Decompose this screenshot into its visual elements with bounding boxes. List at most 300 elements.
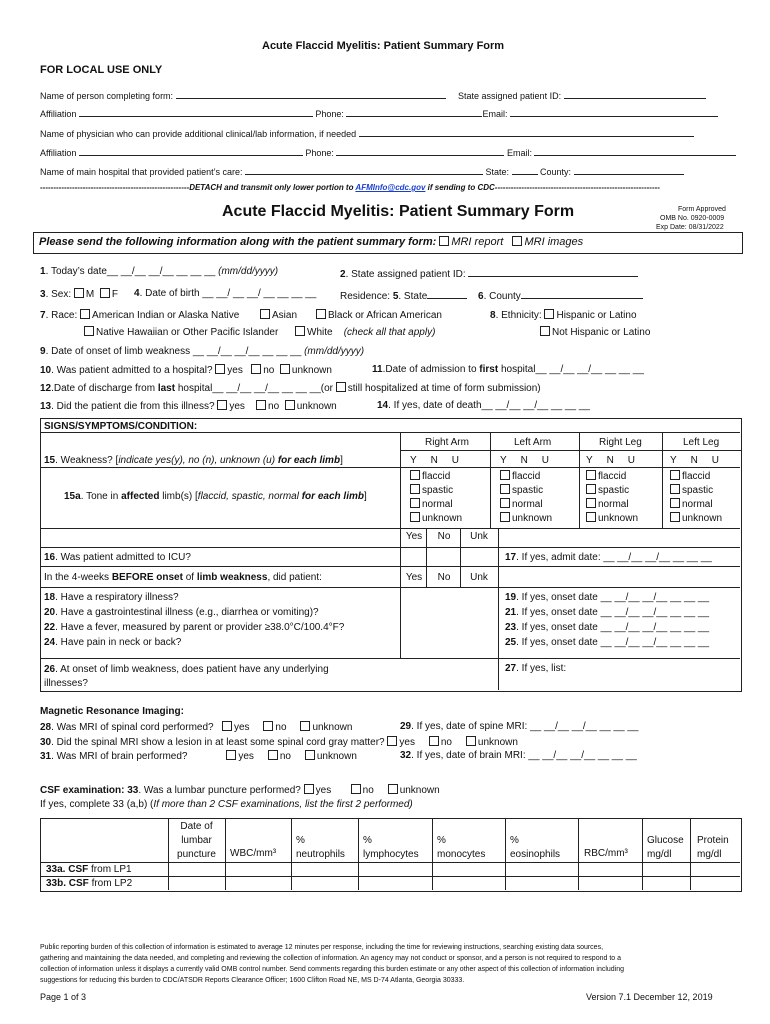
state-field[interactable] [512,164,538,175]
affiliation-row-2 [40,145,736,158]
q15a-label-a: . Tone in [80,491,122,502]
q5-number: 5 [392,291,399,302]
grid-line [498,528,499,690]
phone-field[interactable] [336,145,504,156]
csf-col-line: monocytes [437,849,486,860]
q12-label-b: last [157,383,176,394]
q8-label: . Ethnicity: [495,310,542,321]
q12-label-a: .Date of discharge from [51,383,158,394]
q20-row [44,605,344,620]
tone-normal: normal [512,499,543,510]
q33-number: 33 [127,785,139,796]
ynu-right-leg [586,455,635,466]
q28-no-label: no [275,722,287,733]
q15a-label-f: ] [363,491,367,502]
tone-option[interactable] [586,470,638,484]
tone-checkbox[interactable] [586,512,596,522]
hospital-field[interactable] [245,164,483,175]
col-unk: Unk [470,572,488,583]
q9-onset [40,346,364,357]
q10-admitted [40,364,332,376]
q31-number: 31 [40,751,52,762]
col-no: No [437,531,451,542]
race-asian-checkbox[interactable] [260,309,270,319]
q13-yes-label: yes [229,401,245,412]
tone-flaccid: flaccid [682,471,711,482]
tone-option[interactable] [670,512,722,526]
affiliation-field[interactable] [79,145,303,156]
q27-number: 27 [505,663,517,674]
tone-checkbox[interactable] [500,512,510,522]
tone-unknown: unknown [598,513,639,524]
tone-option[interactable] [586,484,638,498]
grid-line [40,587,740,588]
tone-checkbox[interactable] [670,498,680,508]
mri-images-checkbox[interactable] [512,236,522,246]
u-letter[interactable]: U [541,455,549,466]
q26-underlying [44,663,329,691]
tone-flaccid: flaccid [422,471,451,482]
q18-25-questions [44,590,344,650]
tone-checkbox[interactable] [500,470,510,480]
send-info-row [39,236,583,248]
tone-option[interactable] [500,484,552,498]
ynu-left-leg [670,455,719,466]
q12-discharge [40,382,541,394]
q11-number: 11 [372,364,383,375]
tone-option[interactable] [670,484,722,498]
q13-unknown-checkbox[interactable] [285,400,295,410]
tone-checkbox[interactable] [500,484,510,494]
q27-label: . If yes, list: [516,663,567,674]
q13-yes-checkbox[interactable] [217,400,227,410]
q11-admission-date [372,364,644,375]
burden-statement [40,942,624,986]
q30-unknown-checkbox[interactable] [466,736,476,746]
grid-line [358,818,359,890]
q10-yes-label: yes [227,365,243,376]
tone-checkbox[interactable] [410,512,420,522]
tone-option[interactable] [410,498,462,512]
grid-line [40,862,740,863]
csf-col-neutrophils [296,834,345,862]
q23-label: . If yes, onset date __ __/__ __/__ __ __ __ [516,622,710,633]
q6-number: 6 [478,291,484,302]
csf-row-lp2-num: 33b. CSF [46,878,89,889]
y-letter[interactable]: Y [670,455,677,466]
q2-field[interactable] [468,266,638,277]
q33-unknown-checkbox[interactable] [388,784,398,794]
race-note: (check all that apply) [343,327,436,338]
q33-lumbar [40,784,440,796]
q16-label: . Was patient admitted to ICU? [55,552,191,563]
q20-number: 20 [44,607,56,618]
u-letter[interactable]: U [711,455,719,466]
race-asian-option [260,309,297,321]
grid-line [400,432,401,658]
q28-yes-checkbox[interactable] [222,721,232,731]
person-field[interactable] [176,88,446,99]
grid-line [432,818,433,890]
tone-checkbox[interactable] [586,470,596,480]
q13-no-checkbox[interactable] [256,400,266,410]
q28-yes-label: yes [233,722,250,733]
race-black-option [316,309,442,321]
q16-icu [44,552,191,563]
q28-no-checkbox[interactable] [263,721,273,731]
q33-yes-label: yes [315,785,332,796]
tone-spastic: spastic [682,485,714,496]
tone-flaccid: flaccid [512,471,541,482]
email-label: Email: [482,109,508,119]
q31-unknown-label: unknown [316,751,357,762]
csf-col-line: neutrophils [296,849,345,860]
cdc-email-link[interactable]: AFMInfo@cdc.gov [355,183,426,192]
grid-line [40,658,740,659]
tone-normal: normal [598,499,629,510]
grid-line [662,432,663,528]
tone-option[interactable] [410,470,462,484]
u-letter[interactable]: U [451,455,459,466]
grid-line [578,818,579,890]
y-letter[interactable]: Y [500,455,507,466]
q11-label-b: first [479,364,499,375]
csf-row-lp2 [46,878,132,889]
q30-yes-label: yes [399,737,415,748]
tone-checkbox[interactable] [410,470,420,480]
y-letter[interactable]: Y [586,455,593,466]
tone-option[interactable] [670,470,722,484]
race-aian-checkbox[interactable] [80,309,90,319]
q33-yes-checkbox[interactable] [304,784,314,794]
tone-left-arm [500,470,552,526]
grid-line [40,528,740,529]
form-approved: Form Approved [678,206,726,213]
csf-col-line: eosinophils [510,849,561,860]
q23-row [505,620,709,635]
n-letter[interactable]: N [606,455,614,466]
affiliation-field[interactable] [79,106,313,117]
csf-row-lp1 [46,864,132,875]
tone-checkbox[interactable] [670,512,680,522]
sex-f-checkbox[interactable] [100,288,110,298]
col-right-leg: Right Leg [599,437,642,448]
q13-unknown-label: unknown [296,401,337,412]
mri-report-checkbox[interactable] [439,236,449,246]
q7-number: 7 [40,310,46,321]
county-label: County: [540,167,572,177]
tone-checkbox[interactable] [586,498,596,508]
q5-residence-state [340,288,467,302]
n-letter[interactable]: N [520,455,528,466]
col-no: No [437,572,451,583]
grid-line [40,876,740,877]
q29-number: 29 [400,721,412,732]
tone-option[interactable] [500,470,552,484]
grid-line [40,432,740,433]
q30-no-checkbox[interactable] [429,736,439,746]
q10-unknown-checkbox[interactable] [280,364,290,374]
sex-f-label: F [111,289,118,300]
person-label: Name of person completing form: [40,91,174,101]
tone-spastic: spastic [422,485,454,496]
q7-label: . Race: [45,310,78,321]
race-white-label: White [307,327,333,338]
q9-number: 9 [40,346,46,357]
grid-line [690,818,691,890]
q13-no-label: no [268,401,280,412]
q15a-tone [64,491,367,502]
q28-mri-spine [40,721,352,733]
tone-checkbox[interactable] [410,484,420,494]
q15a-label-b: affected [121,491,160,502]
q22-number: 22 [44,622,56,633]
q3-label: . Sex: [45,289,72,300]
still-hospitalized-checkbox[interactable] [336,382,346,392]
csf-row-lp1-num: 33a. CSF [46,864,89,875]
n-letter[interactable]: N [690,455,698,466]
q15-label-a: . Weakness? [ [55,455,119,466]
q1-label: . Today’s date__ __/__ __/__ __ __ __ [45,266,216,277]
sex-m-checkbox[interactable] [74,288,84,298]
detach-post: if sending to CDC-------------------------------------------------------------- [425,183,660,192]
q8-number: 8 [490,310,496,321]
weeks-d: limb weakness [196,572,268,583]
csf-col-monocytes [437,834,485,862]
tone-normal: normal [682,499,713,510]
q28-unknown-checkbox[interactable] [300,721,310,731]
q10-number: 10 [40,365,52,376]
q12-number: 12 [40,383,52,394]
q19-number: 19 [505,592,517,603]
tone-unknown: unknown [422,513,463,524]
q31-yes-checkbox[interactable] [226,750,236,760]
q31-no-checkbox[interactable] [268,750,278,760]
q31-no-label: no [279,751,291,762]
q17-icu-date [505,552,712,563]
detach-pre: --------------------------------------------------------DETACH and transmit only lower portion to [40,183,356,192]
q26-label-a: . At onset of limb weakness, does patient have any underlying [55,664,329,675]
col-unk: Unk [470,531,488,542]
q1-today-date [40,266,278,277]
q10-no-checkbox[interactable] [251,364,261,374]
csf-col-date [168,820,225,862]
q26-number: 26 [44,664,56,675]
q32-brain-date [400,750,637,761]
q12-label-d: still hospitalized at time of form submission) [347,383,541,394]
main-title: Acute Flaccid Myelitis: Patient Summary Form [222,203,575,220]
grid-line [460,566,461,587]
csf-row-lp1-label: from LP1 [88,864,132,875]
q10-no-label: no [263,365,275,376]
affiliation-row-1 [40,106,718,119]
q6-label: . County [483,291,521,302]
q4-label: . Date of birth __ __/ __ __/ __ __ __ __ [139,288,317,299]
y-letter[interactable]: Y [410,455,417,466]
q19-label: . If yes, onset date __ __/__ __/__ __ __ __ [516,592,710,603]
tone-option[interactable] [500,512,552,526]
weeks-c: of [182,572,197,583]
q33-unknown-label: unknown [399,785,440,796]
race-white-option [295,326,435,338]
grid-line [400,450,741,451]
signs-header: SIGNS/SYMPTOMS/CONDITION: [44,421,198,432]
eth-not-checkbox[interactable] [540,326,550,336]
q33-no-checkbox[interactable] [351,784,361,794]
race-nhpi-checkbox[interactable] [84,326,94,336]
race-nhpi-option [84,326,278,338]
hospital-label: Name of main hospital that provided patient’s care: [40,167,243,177]
q13-label: . Did the patient die from this illness? [51,401,215,412]
residence-label: Residence: [340,291,391,302]
tone-checkbox[interactable] [586,484,596,494]
q11-label-c: hospital__ __/__ __/__ __ __ __ [498,364,644,375]
tone-option[interactable] [586,498,638,512]
q30-yes-checkbox[interactable] [387,736,397,746]
weeks-e: , did patient: [267,572,322,583]
csf-col-line: mg/dl [647,849,672,860]
detach-line [40,183,660,192]
q27-list [505,663,566,674]
csf-col-rbc: RBC/mm³ [584,848,628,859]
col-left-arm: Left Arm [514,437,552,448]
q13-died [40,400,337,412]
tone-checkbox[interactable] [670,470,680,480]
email-field[interactable] [534,145,736,156]
eth-hispanic-checkbox[interactable] [544,309,554,319]
state-id-row [458,88,706,101]
tone-spastic: spastic [512,485,544,496]
q15-label-b: indicate yes(y), no (n), unknown (u) [118,455,276,466]
q21-row [505,605,709,620]
state-label: State: [485,167,509,177]
q13-number: 13 [40,401,52,412]
csf-col-line: lymphocytes [363,849,419,860]
grid-line [426,528,427,566]
grid-line [579,432,580,528]
tone-option[interactable] [586,512,638,526]
race-black-checkbox[interactable] [316,309,326,319]
email-field[interactable] [510,106,718,117]
q30-number: 30 [40,737,52,748]
csf-col-glucose [647,834,684,862]
burden-line: suggestions for reducing this burden to CDC/ATSDR Reports Clearance Officer; 1600 Clifton Road NE, MS D-74 Atlanta, Georgia 30333. [40,977,465,984]
version: Version 7.1 December 12, 2019 [586,992,713,1002]
q17-number: 17 [505,552,517,563]
q18-label: . Have a respiratory illness? [55,592,179,603]
mri-report-label: MRI report [451,236,504,248]
mri-images-label: MRI images [524,236,584,248]
q15-weakness [44,455,343,466]
q3-sex [40,288,118,300]
grid-line [460,528,461,566]
q6-field[interactable] [521,288,643,299]
tone-option[interactable] [670,498,722,512]
q33-label: . Was a lumbar puncture performed? [138,785,301,796]
q31-yes-label: yes [238,751,254,762]
q31-unknown-checkbox[interactable] [305,750,315,760]
q20-label: . Have a gastrointestinal illness (e.g., diarrhea or vomiting)? [55,607,319,618]
csf-col-line: % [363,835,372,846]
q31-mri-brain [40,750,357,762]
q30-no-label: no [440,737,452,748]
q24-label: . Have pain in neck or back? [55,637,182,648]
eth-hispanic-label: Hispanic or Latino [556,310,637,321]
tone-checkbox[interactable] [500,498,510,508]
q16-number: 16 [44,552,56,563]
person-completing-row [40,88,446,101]
col-right-arm: Right Arm [425,437,469,448]
q30-lesion [40,736,518,748]
csf-col-lymphocytes [363,834,419,862]
q8-ethnicity [490,309,637,321]
grid-line [40,566,740,567]
q25-label: . If yes, onset date __ __/__ __/__ __ __ __ [516,637,710,648]
csf-col-line: mg/dl [697,849,722,860]
county-field[interactable] [574,164,684,175]
q1-format: (mm/dd/yyyy) [218,266,279,277]
race-white-checkbox[interactable] [295,326,305,336]
sex-m-label: M [85,289,95,300]
q5-field[interactable] [427,288,467,299]
q2-number: 2 [340,269,346,280]
grid-line [225,818,226,890]
top-title: Acute Flaccid Myelitis: Patient Summary Form [262,40,505,52]
q15-number: 15 [44,455,56,466]
col-yes: Yes [405,531,423,542]
physician-field[interactable] [359,126,694,137]
q19-row [505,590,709,605]
q31-label: . Was MRI of brain performed? [51,751,188,762]
eth-not-option [540,326,650,338]
q15-label-c: for each limb [275,455,341,466]
tone-checkbox[interactable] [670,484,680,494]
csf-col-line: Date of [180,821,213,832]
u-letter[interactable]: U [627,455,635,466]
csf-note-b: If more than 2 CSF examinations, list the first 2 performed) [153,799,413,810]
q32-number: 32 [400,750,412,761]
tone-option[interactable] [410,512,462,526]
n-letter[interactable]: N [430,455,438,466]
mri-header: Magnetic Resonance Imaging: [40,706,184,717]
csf-note [40,799,413,810]
q10-label: . Was patient admitted to a hospital? [51,365,213,376]
grid-line [40,547,740,548]
q22-label: . Have a fever, measured by parent or provider ≥38.0°C/100.4°F? [55,622,345,633]
tone-checkbox[interactable] [410,498,420,508]
q3-number: 3 [40,289,46,300]
state-id-label: State assigned patient ID: [458,91,562,101]
grid-line [505,818,506,890]
tone-unknown: unknown [512,513,553,524]
csf-col-eosinophils [510,834,560,862]
grid-line [642,818,643,890]
eth-not-label: Not Hispanic or Latino [552,327,651,338]
weeks-b: BEFORE onset [111,572,183,583]
tone-option[interactable] [410,484,462,498]
burden-line: collection of information unless it displays a currently valid OMB control number. Send comments regarding this burden estimate or any other aspect of this collection of information including [40,966,625,973]
tone-option[interactable] [500,498,552,512]
weeks-a: In the 4-weeks [44,572,112,583]
csf-col-line: puncture [177,849,216,860]
state-id-field[interactable] [564,88,706,99]
q18-row [44,590,344,605]
tone-left-leg [670,470,722,526]
q28-label: . Was MRI of spinal cord performed? [51,722,214,733]
q10-yes-checkbox[interactable] [215,364,225,374]
phone-field[interactable] [346,106,482,117]
q25-number: 25 [505,637,517,648]
